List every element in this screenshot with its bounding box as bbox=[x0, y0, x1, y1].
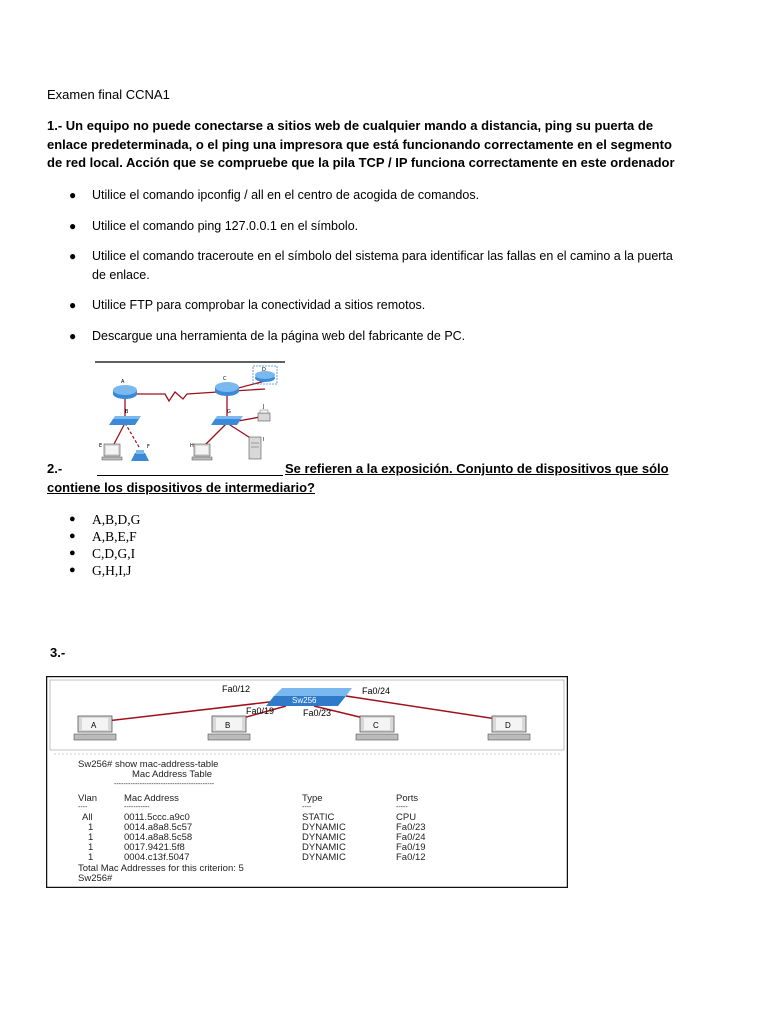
svg-text:All: All bbox=[82, 812, 93, 823]
svg-text:DYNAMIC: DYNAMIC bbox=[302, 852, 346, 863]
svg-text:CPU: CPU bbox=[396, 812, 417, 823]
bullet-icon: ● bbox=[69, 218, 77, 233]
svg-text:1: 1 bbox=[88, 832, 94, 843]
svg-text:Ports: Ports bbox=[396, 793, 419, 804]
svg-text:DYNAMIC: DYNAMIC bbox=[302, 842, 346, 853]
document-title: Examen final CCNA1 bbox=[47, 87, 170, 102]
option-item bbox=[69, 562, 140, 579]
option-item bbox=[69, 217, 689, 236]
bullet-icon: ● bbox=[69, 249, 77, 263]
svg-text:Sw256# show mac-address-table: Sw256# show mac-address-table bbox=[78, 759, 219, 770]
pc-c-icon bbox=[356, 716, 398, 740]
svg-text:F: F bbox=[147, 444, 150, 450]
svg-text:Mac Address Table: Mac Address Table bbox=[132, 769, 213, 780]
option-text: Utilice el comando ping 127.0.0.1 en el símbolo. bbox=[92, 218, 359, 233]
port-label: Fa0/12 bbox=[222, 684, 251, 694]
svg-text:Type: Type bbox=[302, 793, 323, 804]
mac-table-exhibit bbox=[46, 676, 568, 888]
svg-text:C: C bbox=[373, 721, 379, 730]
svg-text:A: A bbox=[91, 721, 97, 730]
pc-d-icon bbox=[488, 716, 530, 740]
svg-text:0014.a8a8.5c57: 0014.a8a8.5c57 bbox=[124, 822, 193, 833]
bullet-icon: ● bbox=[69, 564, 76, 576]
svg-text:C: C bbox=[223, 376, 227, 382]
bullet-icon: ● bbox=[69, 328, 77, 343]
svg-text:DYNAMIC: DYNAMIC bbox=[302, 832, 346, 843]
option-text: Utilice el comando traceroute en el símbolo del sistema para identificar las fallas en el camino a la puerta de enlace. bbox=[92, 249, 673, 282]
option-text: Descargue una herramienta de la página web del fabricante de PC. bbox=[92, 328, 466, 343]
svg-text:Sw256: Sw256 bbox=[292, 696, 317, 705]
svg-text:Fa0/19: Fa0/19 bbox=[396, 842, 426, 853]
port-label: Fa0/19 bbox=[246, 706, 275, 716]
bullet-icon: ● bbox=[69, 513, 76, 525]
option-item bbox=[69, 545, 140, 562]
svg-text:B: B bbox=[125, 409, 129, 415]
question-2-number: 2.- bbox=[47, 461, 63, 476]
option-text: A,B,E,F bbox=[92, 529, 137, 544]
option-item bbox=[69, 528, 140, 545]
svg-text:----: ---- bbox=[78, 804, 88, 811]
svg-text:H: H bbox=[190, 443, 194, 449]
svg-text:----: ---- bbox=[302, 804, 312, 811]
svg-text:J: J bbox=[263, 404, 265, 410]
option-text: Utilice FTP para comprobar la conectividad a sitios remotos. bbox=[92, 298, 426, 312]
svg-text:0011.5ccc.a9c0: 0011.5ccc.a9c0 bbox=[124, 812, 190, 823]
svg-text:STATIC: STATIC bbox=[302, 812, 335, 823]
question-2-options bbox=[69, 511, 140, 579]
svg-text:Vlan: Vlan bbox=[78, 793, 98, 804]
question-1-options bbox=[69, 186, 689, 357]
svg-text:Total Mac Addresses for this c: Total Mac Addresses for this criterion: 5 bbox=[78, 863, 244, 874]
svg-text:-----: ----- bbox=[396, 804, 408, 811]
svg-text:E: E bbox=[99, 443, 103, 449]
svg-text:------------------------------: ------------------------------------------- bbox=[114, 781, 215, 788]
question-1-text: 1.- Un equipo no puede conectarse a sitios web de cualquier mando a distancia, ping su puerta de enlace predeterminada, o el ping una impresora que está funcionando correctamente en el segmento de red local. Acción que se compruebe que la pila TCP / IP funciona correctamente en este ordenador bbox=[47, 118, 675, 170]
bullet-icon: ● bbox=[69, 188, 77, 202]
option-text: C,D,G,I bbox=[92, 546, 136, 561]
option-item bbox=[69, 247, 689, 284]
question-3-number: 3.- bbox=[50, 645, 66, 660]
svg-text:0004.c13f.5047: 0004.c13f.5047 bbox=[124, 852, 190, 863]
option-item bbox=[69, 296, 689, 315]
svg-text:D: D bbox=[505, 721, 511, 730]
svg-text:Fa0/12: Fa0/12 bbox=[396, 852, 426, 863]
svg-text:G: G bbox=[227, 409, 231, 415]
option-item bbox=[69, 186, 689, 205]
svg-text:Mac Address: Mac Address bbox=[124, 793, 179, 804]
svg-text:Sw256#: Sw256# bbox=[78, 873, 113, 884]
svg-text:Fa0/23: Fa0/23 bbox=[396, 822, 426, 833]
svg-text:1: 1 bbox=[88, 842, 94, 853]
svg-text:Fa0/24: Fa0/24 bbox=[396, 832, 426, 843]
topology-diagram bbox=[95, 361, 285, 473]
bullet-icon: ● bbox=[69, 530, 76, 542]
svg-text:D: D bbox=[262, 367, 266, 373]
option-text: Utilice el comando ipconfig / all en el centro de acogida de comandos. bbox=[92, 188, 480, 202]
option-item bbox=[69, 511, 140, 528]
question-2-text-line2: contiene los dispositivos de intermediario? bbox=[47, 480, 315, 495]
option-text: A,B,D,G bbox=[92, 512, 141, 527]
svg-text:-----------: ----------- bbox=[124, 804, 150, 811]
port-label: Fa0/23 bbox=[303, 708, 332, 718]
svg-text:DYNAMIC: DYNAMIC bbox=[302, 822, 346, 833]
option-item bbox=[69, 327, 689, 346]
svg-text:0014.a8a8.5c58: 0014.a8a8.5c58 bbox=[124, 832, 193, 843]
svg-text:1: 1 bbox=[88, 852, 94, 863]
option-text: G,H,I,J bbox=[92, 563, 132, 578]
bullet-icon: ● bbox=[69, 298, 77, 312]
svg-text:B: B bbox=[225, 721, 231, 730]
svg-text:A: A bbox=[121, 379, 125, 385]
question-2-underline bbox=[97, 475, 283, 476]
svg-text:0017.9421.5f8: 0017.9421.5f8 bbox=[124, 842, 185, 853]
svg-text:1: 1 bbox=[88, 822, 94, 833]
question-2-text-line1: Se refieren a la exposición. Conjunto de dispositivos que sólo bbox=[285, 461, 669, 476]
bullet-icon: ● bbox=[69, 547, 76, 559]
port-label: Fa0/24 bbox=[362, 686, 391, 696]
pc-a-icon bbox=[74, 716, 116, 740]
svg-text:I: I bbox=[263, 437, 265, 443]
pc-b-icon bbox=[208, 716, 250, 740]
